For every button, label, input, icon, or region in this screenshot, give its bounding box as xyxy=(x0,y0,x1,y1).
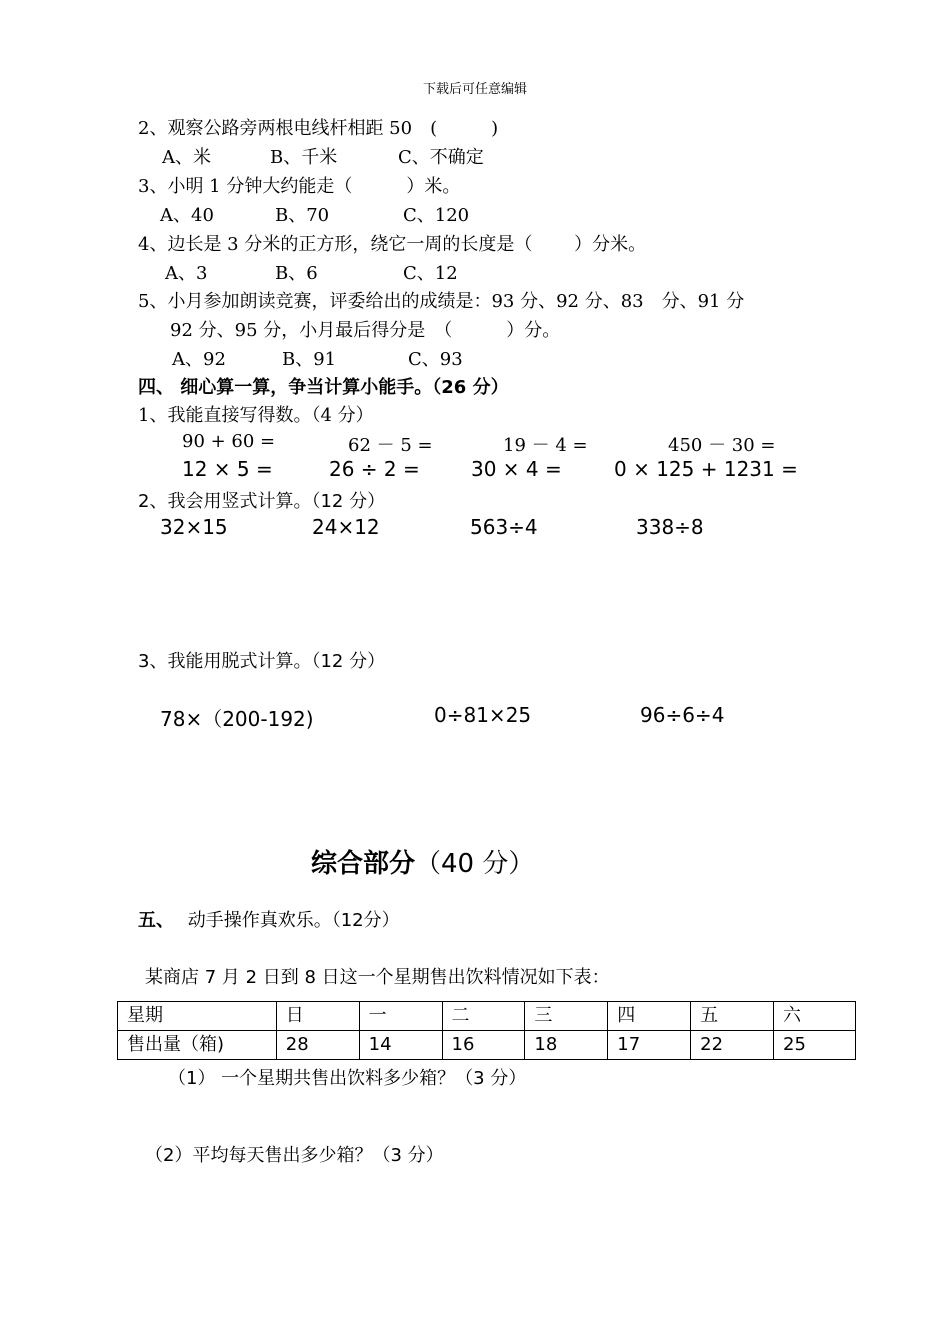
sales-cell: 22 xyxy=(691,1031,774,1060)
vertical-calc-item: 338÷8 xyxy=(636,515,704,539)
composite-heading xyxy=(311,843,534,880)
question-3-option-c: C、120 xyxy=(403,205,470,226)
row-header-sales: 售出量（箱) xyxy=(118,1031,277,1060)
question-5-option-b: B、91 xyxy=(282,349,337,370)
day-cell: 一 xyxy=(359,1002,442,1031)
question-2-option-a: A、米 xyxy=(162,147,211,168)
question-5-option-c: C、93 xyxy=(408,349,463,370)
table-row-days xyxy=(118,1002,856,1031)
sales-cell: 25 xyxy=(774,1031,856,1060)
mental-calc-item: 90 + 60 = xyxy=(182,431,276,452)
question-4-option-c: C、12 xyxy=(403,263,458,284)
question-3-option-a: A、40 xyxy=(160,205,214,226)
mental-calc-item: 62 － 5 = xyxy=(348,435,433,456)
section-5-q1: （1） 一个星期共售出饮料多少箱？（3 分） xyxy=(168,1068,527,1089)
table-intro: 某商店 7 月 2 日到 8 日这一个星期售出饮料情况如下表： xyxy=(145,967,610,988)
stepwise-calc-item: 96÷6÷4 xyxy=(640,703,725,727)
vertical-calc-item: 563÷4 xyxy=(470,515,538,539)
section-5-number: 五、 xyxy=(138,910,174,931)
sales-cell: 18 xyxy=(525,1031,608,1060)
question-2-option-b: B、千米 xyxy=(270,147,338,168)
section-5-title-text: 动手操作真欢乐。（12分） xyxy=(187,910,400,931)
table-row-sales xyxy=(118,1031,856,1060)
section-4-q2-title: 2、我会用竖式计算。（12 分） xyxy=(138,491,386,512)
day-cell: 二 xyxy=(442,1002,525,1031)
question-5-stem: 5、小月参加朗读竞赛，评委给出的成绩是：93 分、92 分、83 分、91 分 xyxy=(138,291,745,312)
question-5-stem-continued: 92 分、95 分，小月最后得分是 （ ）分。 xyxy=(170,320,561,341)
sales-cell: 17 xyxy=(608,1031,691,1060)
stepwise-calc-item: 0÷81×25 xyxy=(434,703,532,727)
question-4-option-a: A、3 xyxy=(165,263,208,284)
question-4-option-b: B、6 xyxy=(275,263,318,284)
section-4-q3-title: 3、我能用脱式计算。（12 分） xyxy=(138,651,386,672)
day-cell: 六 xyxy=(774,1002,856,1031)
question-4-stem: 4、边长是 3 分米的正方形，绕它一周的长度是（ ）分米。 xyxy=(138,234,647,255)
sales-table xyxy=(117,1001,856,1060)
mental-calc-item: 0 × 125 + 1231 = xyxy=(614,457,798,481)
sales-cell: 14 xyxy=(359,1031,442,1060)
question-3-stem: 3、小明 1 分钟大约能走（ ）米。 xyxy=(138,176,461,197)
section-5-q2: （2）平均每天售出多少箱？（3 分） xyxy=(145,1145,444,1166)
stepwise-calc-item: 78×（200-192) xyxy=(160,707,314,731)
composite-heading-text: 综合部分 xyxy=(311,849,416,879)
question-3-option-b: B、70 xyxy=(275,205,330,226)
section-5-title xyxy=(138,906,400,932)
sales-cell: 16 xyxy=(442,1031,525,1060)
mental-calc-item: 26 ÷ 2 = xyxy=(329,457,420,481)
mental-calc-item: 19 － 4 = xyxy=(503,435,588,456)
mental-calc-item: 30 × 4 = xyxy=(471,457,562,481)
section-4-title: 四、 细心算一算，争当计算小能手。（26 分） xyxy=(138,377,509,398)
day-cell: 五 xyxy=(691,1002,774,1031)
question-2-stem: 2、观察公路旁两根电线杆相距 50 ( ) xyxy=(138,118,499,139)
sales-cell: 28 xyxy=(276,1031,359,1060)
day-cell: 日 xyxy=(276,1002,359,1031)
question-2-option-c: C、不确定 xyxy=(398,147,484,168)
day-cell: 四 xyxy=(608,1002,691,1031)
vertical-calc-item: 32×15 xyxy=(160,515,228,539)
vertical-calc-item: 24×12 xyxy=(312,515,380,539)
section-4-q1-title: 1、我能直接写得数。（4 分） xyxy=(138,405,374,426)
page-header: 下载后可任意编辑 xyxy=(422,82,527,97)
day-cell: 三 xyxy=(525,1002,608,1031)
mental-calc-item: 12 × 5 = xyxy=(182,457,273,481)
row-header-day: 星期 xyxy=(118,1002,277,1031)
mental-calc-item: 450 － 30 = xyxy=(668,435,776,456)
question-5-option-a: A、92 xyxy=(172,349,226,370)
composite-heading-score: （40 分） xyxy=(415,849,535,879)
